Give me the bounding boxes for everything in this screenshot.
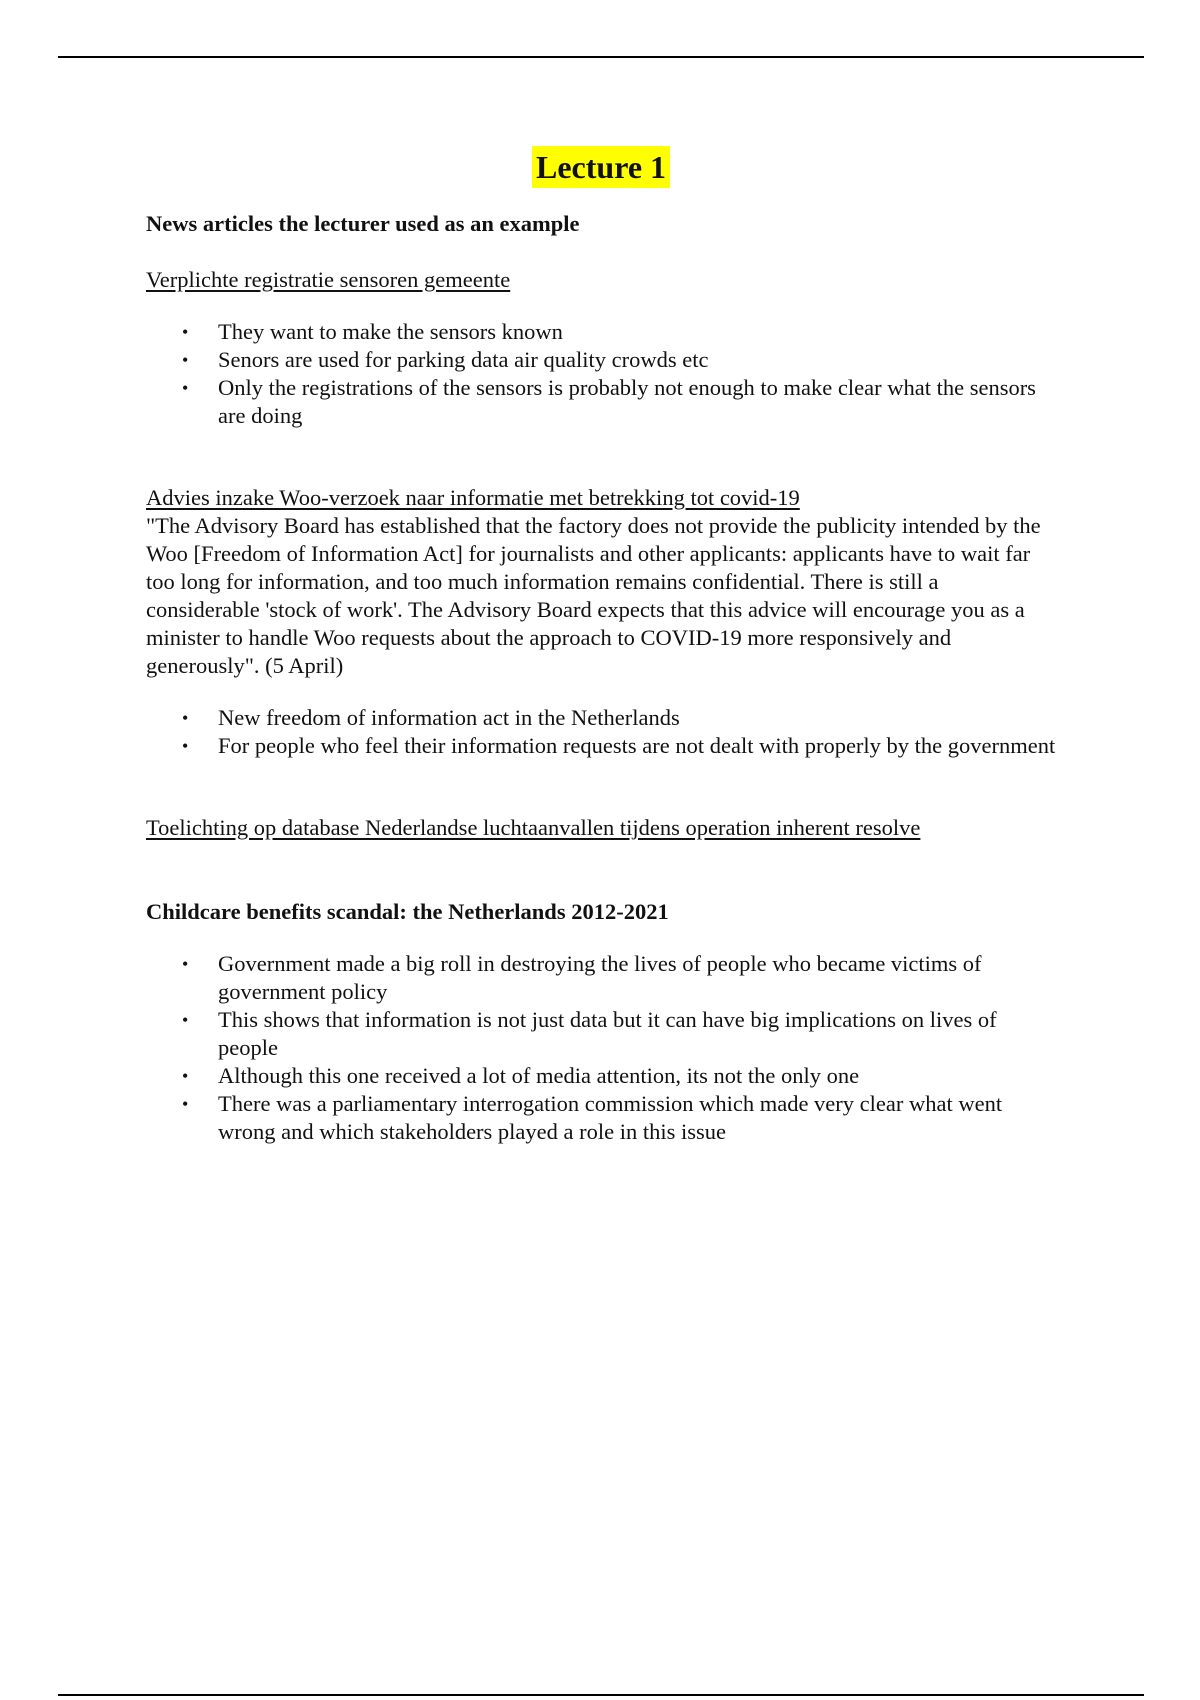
document-title: Lecture 1	[532, 146, 670, 188]
sensors-bullet-list	[146, 318, 1056, 430]
list-item: • Although this one received a lot of media attention, its not the only one	[218, 1062, 1056, 1090]
list-item: • Government made a big roll in destroying the lives of people who became victims of government policy	[218, 950, 1056, 1006]
list-item: • There was a parliamentary interrogation commission which made very clear what went wrong and which stakeholders played a role in this issue	[218, 1090, 1056, 1146]
article-link-airstrikes[interactable]: Toelichting op database Nederlandse luchtaanvallen tijdens operation inherent resolve	[146, 815, 921, 840]
title-wrapper	[146, 146, 1056, 192]
intro-heading: News articles the lecturer used as an example	[146, 211, 580, 236]
list-item: • Senors are used for parking data air quality crowds etc	[218, 346, 1056, 374]
list-item: • New freedom of information act in the Netherlands	[218, 704, 1056, 732]
list-item: • They want to make the sensors known	[218, 318, 1056, 346]
page-top-rule	[58, 56, 1144, 58]
childcare-bullet-list	[146, 950, 1056, 1146]
advisory-quote: "The Advisory Board has established that the factory does not provide the publicity intended by the Woo [Freedom of Information Act] for journalists and other applicants: applicants have to wait far too long for information, and too much information remains confidential. There is still a considerable 'stock of work'. The Advisory Board expects that this advice will encourage you as a minister to handle Woo requests about the approach to COVID-19 more responsively and generously". (5 April)	[146, 513, 1041, 678]
list-item: • Only the registrations of the sensors is probably not enough to make clear what the sensors are doing	[218, 374, 1056, 430]
page-bottom-rule	[58, 1694, 1144, 1696]
childcare-heading: Childcare benefits scandal: the Netherlands 2012-2021	[146, 899, 669, 924]
list-item: • This shows that information is not just data but it can have big implications on lives of people	[218, 1006, 1056, 1062]
article-link-sensors[interactable]: Verplichte registratie sensoren gemeente	[146, 267, 511, 292]
document-body	[146, 140, 1056, 1146]
list-item: • For people who feel their information requests are not dealt with properly by the government	[218, 732, 1056, 760]
woo-bullet-list	[146, 704, 1056, 760]
article-link-woo[interactable]: Advies inzake Woo-verzoek naar informatie met betrekking tot covid-19	[146, 485, 800, 510]
